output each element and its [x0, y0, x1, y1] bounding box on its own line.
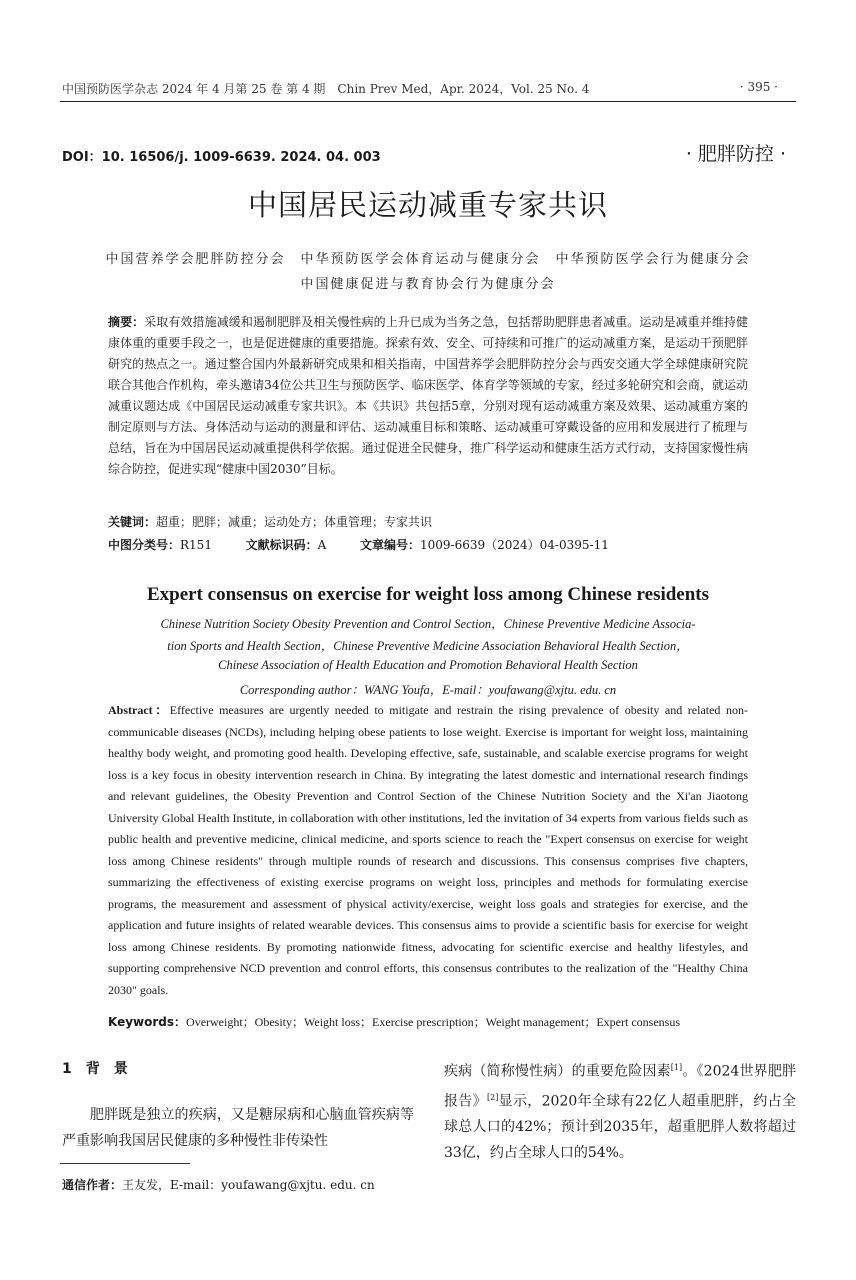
header-divider: [60, 101, 796, 102]
classification-line: [108, 536, 609, 553]
abstract-cn-label: 摘要：: [108, 315, 145, 329]
body-right-column: [444, 1055, 796, 1166]
keywords-cn-text: 超重；肥胖；减重；运动处方；体重管理；专家共识: [156, 515, 433, 529]
authors-en-line1: Chinese Nutrition Society Obesity Prevention and Control Section，Chinese Preventive Medicine Associa-: [160, 617, 696, 631]
keywords-en: [108, 1013, 680, 1030]
authors-en-line3: Chinese Association of Health Education and Promotion Behavioral Health Section: [218, 658, 638, 672]
body-left-column: 肥胖既是独立的疾病，又是糖尿病和心脑血管疾病等严重影响我国居民健康的多种慢性非传染性: [62, 1107, 414, 1149]
abstract-en-text: Effective measures are urgently needed to mitigate and restrain the rising prevalence of obesity and related non-communicable diseases (NCDs), including helping obese patients to lose weight. Exercise is important for weight loss, maintaining healthy body weight, and promoting good health. Developing effective, safe, sustainable, and scalable exercise programs for weight loss is a key focus in obesity intervention research in China. By integrating the latest domestic and international research findings and relevant guidelines, the Obesity Prevention and Control Section of the Chinese Nutrition Society and the Xi'an Jiaotong University Global Health Institute, in collaboration with other institutions, led the invitation of 34 experts from various fields such as public health and preventive medicine, clinical medicine, and sports science to reach the "Expert consensus on exercise for weight loss among Chinese residents" through multiple rounds of research and discussions. This consensus comprises five chapters, summarizing the effectiveness of existing exercise programs on weight loss, principles and methods for formulating exercise programs, the measurement and assessment of physical activity/exercise, weight loss goals and strategies for exercise, and the application and future insights of related wearable devices. This consensus aims to provide a scientific basis for exercise for weight loss among Chinese residents. By promoting nationwide fitness, advocating for scientific exercise and healthy lifestyles, and supporting comprehensive NCD prevention and control efforts, this consensus contributes to the realization of the "Healthy China 2030" goals.: [108, 703, 748, 997]
footnote-label: 通信作者：: [62, 1178, 123, 1192]
title-cn: 中国居民运动减重专家共识: [247, 188, 608, 222]
corresponding-author-en: Corresponding author：WANG Youfa，E-mail：youfawang@xjtu. edu. cn: [239, 683, 617, 697]
page-number: · 395 ·: [739, 80, 778, 94]
reference-1: [1]: [670, 1063, 683, 1072]
keywords-en-text: Overweight；Obesity；Weight loss；Exercise prescription；Weight management；Expert consensus: [186, 1015, 680, 1029]
keywords-cn: [108, 513, 432, 530]
reference-2: [2]: [486, 1092, 499, 1102]
abstract-en: [108, 700, 748, 1001]
body-right-part1: 疾病（简称慢性病）的重要危险因素: [444, 1063, 671, 1080]
title-en: Expert consensus on exercise for weight loss among Chinese residents: [146, 584, 710, 605]
keywords-cn-label: 关键词：: [108, 515, 157, 529]
article-no-value: 1009-6639（2024）04-0395-11: [419, 538, 609, 552]
authors-en-line2: tion Sports and Health Section，Chinese Preventive Medicine Association Behavioral Health Section，: [167, 639, 689, 653]
footnote-text: 王友发，E-mail：youfawang@xjtu. edu. cn: [122, 1178, 375, 1192]
abstract-cn-text: 采取有效措施减缓和遏制肥胖及相关慢性病的上升已成为当务之急，包括帮助肥胖患者减重。运动是减重并维持健康体重的重要手段之一，也是促进健康的重要措施。探索有效、安全、可持续和可推广的运动减重方案，是运动干预肥胖研究的热点之一。通过整合国内外最新研究成果和相关指南，中国营养学会肥胖防控分会与西安交通大学全球健康研究院联合其他合作机构，牵头邀请34位公共卫生与预防医学、临床医学、体育学等领域的专家，经过多轮研究和会商，就运动减重议题达成《中国居民运动减重专家共识》。本《共识》共包括5章，分别对现有运动减重方案及效果、运动减重方案的制定原则与方法、身体活动与运动的测量和评估、运动减重目标和策略、运动减重可穿戴设备的应用和发展进行了梳理与总结，旨在为中国居民运动减重提供科学依据。通过促进全民健身，推广科学运动和健康生活方式行动，支持国家慢性病综合防控，促进实现“健康中国2030”目标。: [108, 315, 748, 476]
abstract-cn: [108, 312, 748, 480]
clc-label: 中图分类号：: [108, 538, 181, 552]
article-no-label: 文章编号：: [359, 538, 420, 552]
authors-cn-line1: 中国营养学会肥胖防控分会 中华预防医学会体育运动与健康分会 中华预防医学会行为健康分会: [105, 252, 751, 267]
doc-code-label: 文献标识码：: [245, 538, 318, 552]
footnote-divider: [60, 1163, 190, 1164]
body-right-part3: 显示，2020年全球有22亿人超重肥胖，约占全球总人口的42%；预计到2035年，超重肥胖人数将超过33亿，约占全球人口的54%。: [444, 1093, 796, 1162]
section-heading: 1 背 景: [62, 1061, 128, 1077]
keywords-en-label: Keywords：: [108, 1015, 187, 1029]
column-tag: · 肥胖防控 ·: [685, 143, 786, 165]
body-right-part2: 。《2024世界肥胖报告》: [444, 1063, 796, 1110]
abstract-en-label: Abstract：: [108, 703, 170, 717]
authors-cn-line2: 中国健康促进与教育协会行为健康分会: [300, 277, 556, 292]
clc-value: R151: [180, 538, 212, 552]
doc-code-value: A: [317, 538, 327, 552]
doi: DOI：10. 16506/j. 1009-6639. 2024. 04. 003: [62, 150, 381, 165]
journal-header: 中国预防医学杂志 2024 年 4 月第 25 卷 第 4 期 Chin Prev Med，Apr. 2024，Vol. 25 No. 4: [62, 82, 590, 96]
footnote: [62, 1176, 375, 1193]
